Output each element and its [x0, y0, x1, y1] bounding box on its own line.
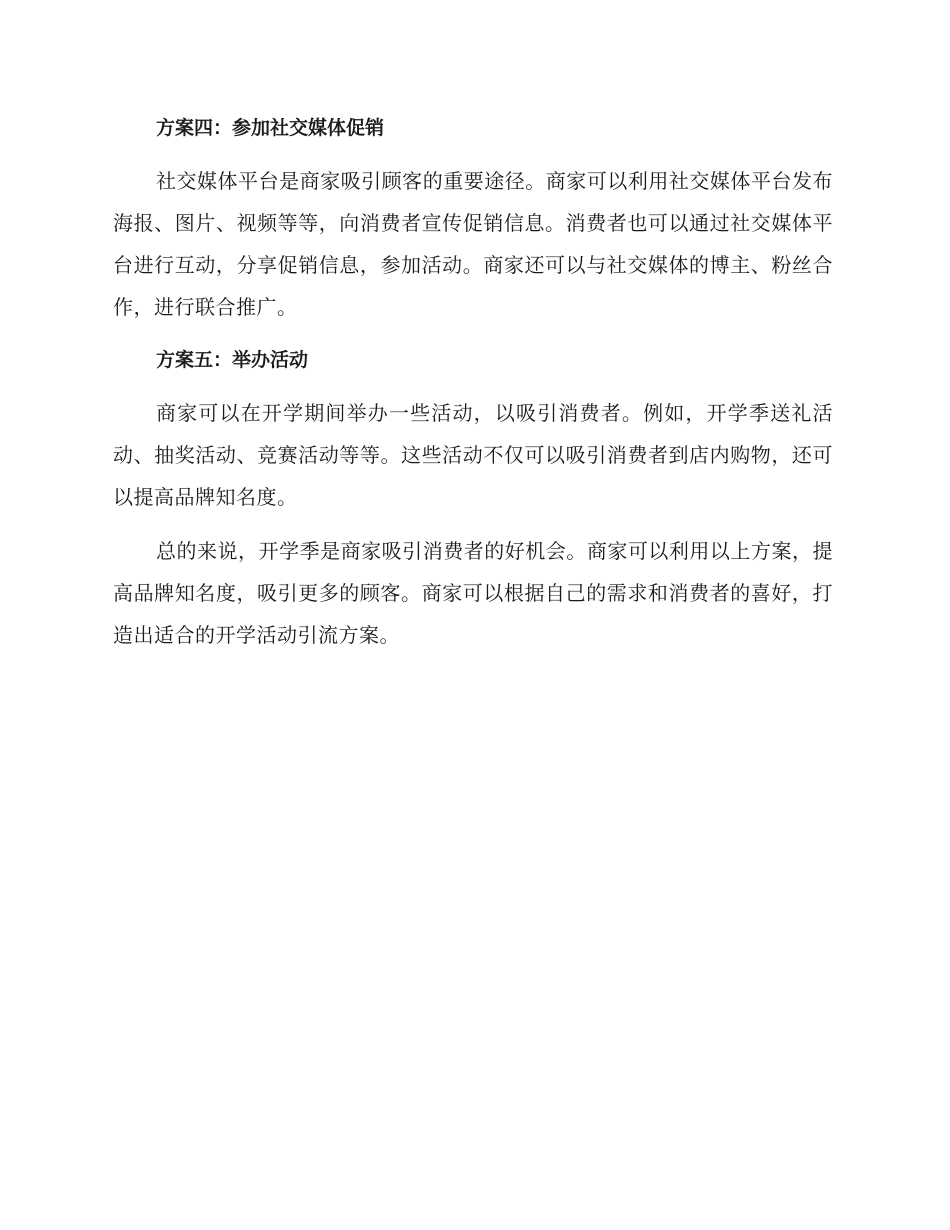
section-heading-plan-five: 方案五：举办活动	[156, 349, 309, 371]
section-heading-plan-four: 方案四：参加社交媒体促销	[156, 117, 385, 139]
conclusion-paragraph: 总的来说，开学季是商家吸引消费者的好机会。商家可以利用以上方案，提高品牌知名度，吸引更多的顾客。商家可以根据自己的需求和消费者的喜好，打造出适合的开学活动引流方案。	[113, 539, 833, 647]
section-paragraph-plan-four: 社交媒体平台是商家吸引顾客的重要途径。商家可以利用社交媒体平台发布海报、图片、视频等等，向消费者宣传促销信息。消费者也可以通过社交媒体平台进行互动，分享促销信息，参加活动。商家还可以与社交媒体的博主、粉丝合作，进行联合推广。	[113, 169, 833, 319]
section-paragraph-plan-five: 商家可以在开学期间举办一些活动，以吸引消费者。例如，开学季送礼活动、抽奖活动、竞赛活动等等。这些活动不仅可以吸引消费者到店内购物，还可以提高品牌知名度。	[113, 401, 833, 509]
document-body	[113, 108, 833, 668]
